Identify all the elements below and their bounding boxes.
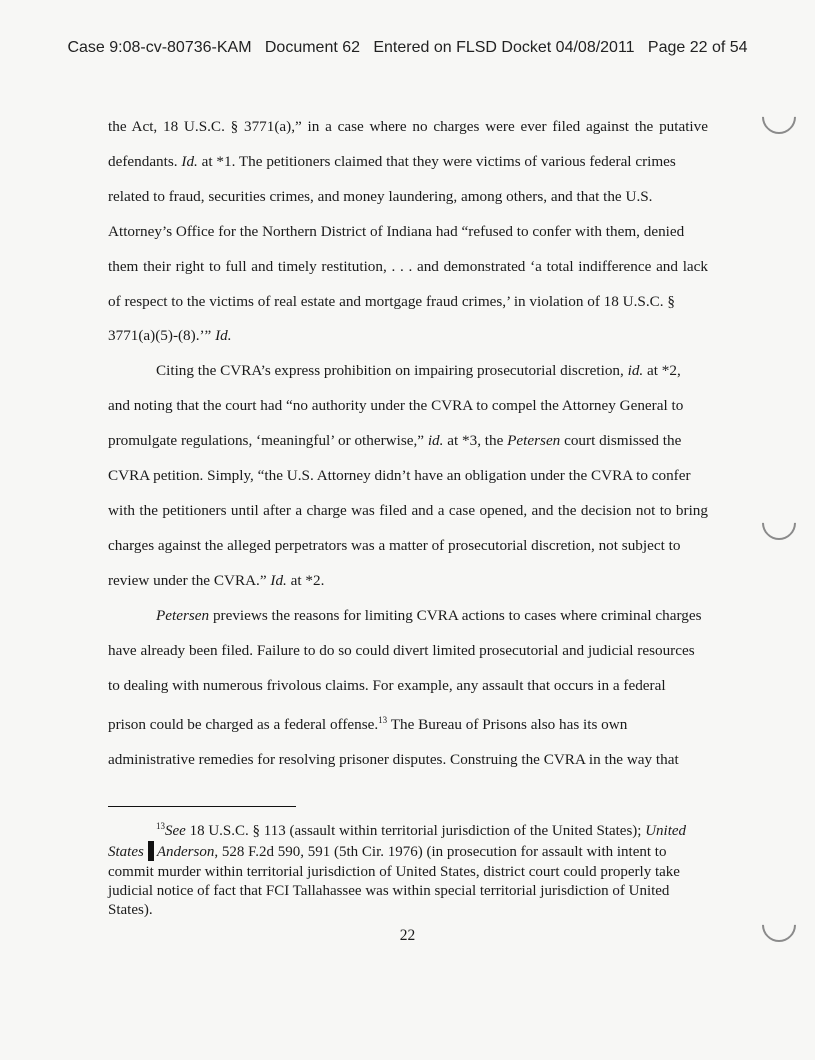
- text-run: prison could be charged as a federal offense.: [108, 716, 379, 734]
- text-line: judicial notice of fact that FCI Tallahassee was within special territorial jurisdiction of United: [108, 882, 670, 899]
- citation: Id.: [181, 152, 198, 170]
- text-line: administrative remedies for resolving prisoner disputes. Construing the CVRA in the way that: [108, 751, 679, 769]
- footnote-separator: [108, 806, 296, 807]
- text-run: promulgate regulations, ‘meaningful’ or otherwise,”: [108, 432, 428, 450]
- text-run: review under the CVRA.”: [108, 571, 271, 589]
- redaction-mark: [148, 841, 154, 861]
- body-text: [108, 110, 708, 778]
- case-name: States: [108, 844, 144, 861]
- text-run: The Bureau of Prisons also has its own: [387, 716, 628, 734]
- text-run: at *2.: [286, 571, 325, 589]
- text-run: 3771(a)(5)-(8).’”: [108, 327, 216, 345]
- docket-header: Case 9:08-cv-80736-KAM Document 62 Entered on FLSD Docket 04/08/2011 Page 22 of 54: [67, 39, 748, 56]
- text-line: [108, 319, 708, 354]
- text-line: [108, 703, 708, 743]
- signal: See: [165, 823, 186, 839]
- text-run: court dismissed the: [560, 432, 682, 450]
- case-name: United: [645, 823, 687, 839]
- text-line: to dealing with numerous frivolous claims. For example, any assault that occurs in a federal: [108, 676, 666, 694]
- text-run: at *3, the: [443, 432, 508, 450]
- text-run: 18 U.S.C. § 113 (assault within territorial jurisdiction of the United States);: [185, 823, 646, 839]
- text-run: previews the reasons for limiting CVRA actions to cases where criminal charges: [209, 606, 702, 624]
- text-line: of respect to the victims of real estate and mortgage fraud crimes,’ in violation of 18 U.S.C. §: [108, 292, 675, 310]
- text-line: related to fraud, securities crimes, and money laundering, among others, and that the U.S.: [108, 187, 653, 205]
- case-name: Petersen: [507, 432, 561, 450]
- text-line: and noting that the court had “no authority under the CVRA to compel the Attorney General to: [108, 397, 684, 415]
- footnote-reference[interactable]: 13: [378, 715, 388, 726]
- paragraph-3: [108, 599, 708, 779]
- paragraph-2: [108, 354, 708, 598]
- text-line: [108, 145, 708, 180]
- footnote-13: [108, 817, 708, 920]
- text-line: have already been filed. Failure to do so could divert limited prosecutorial and judicial resources: [108, 641, 695, 659]
- text-line: them their right to full and timely restitution, . . . and demonstrated ‘a total indifference and lack: [108, 257, 708, 275]
- footnote-number: 13: [156, 821, 165, 831]
- text-line: [108, 599, 708, 634]
- case-name: Anderson: [156, 844, 215, 861]
- text-line: Attorney’s Office for the Northern District of Indiana had “refused to confer with them, denied: [108, 222, 685, 240]
- text-line: [108, 424, 708, 459]
- text-line: [108, 841, 708, 862]
- text-run: , 528 F.2d 590, 591 (5th Cir. 1976) (in prosecution for assault with intent to: [214, 844, 667, 861]
- text-line: the Act, 18 U.S.C. § 3771(a),” in a case where no charges were ever filed against the putative: [108, 118, 708, 135]
- text-run: at *1. The petitioners claimed that they were victims of various federal crimes: [197, 152, 676, 170]
- page-number: 22: [399, 927, 416, 944]
- text-line: charges against the alleged perpetrators was a matter of prosecutorial discretion, not subject to: [108, 536, 681, 554]
- text-line: [108, 817, 708, 841]
- punch-hole-mark-middle: [755, 499, 803, 547]
- text-run: at *2,: [643, 362, 681, 380]
- citation: Id.: [215, 327, 232, 345]
- text-line: commit murder within territorial jurisdiction of United States, district court could properly take: [108, 863, 680, 880]
- text-run: defendants.: [108, 152, 182, 170]
- citation: Id.: [270, 571, 287, 589]
- text-run: Citing the CVRA’s express prohibition on impairing prosecutorial discretion,: [156, 362, 628, 380]
- text-line: [108, 564, 708, 599]
- text-line: with the petitioners until after a charge was filed and a case opened, and the decision not to bring: [108, 501, 708, 519]
- punch-hole-mark-top: [755, 93, 803, 141]
- text-line: States).: [108, 902, 153, 919]
- text-line: CVRA petition. Simply, “the U.S. Attorney didn’t have an obligation under the CVRA to confer: [108, 467, 691, 485]
- citation: id.: [627, 362, 644, 380]
- text-line: [108, 354, 708, 389]
- case-name: Petersen: [156, 606, 210, 624]
- paragraph-1: [108, 110, 708, 354]
- citation: id.: [427, 432, 444, 450]
